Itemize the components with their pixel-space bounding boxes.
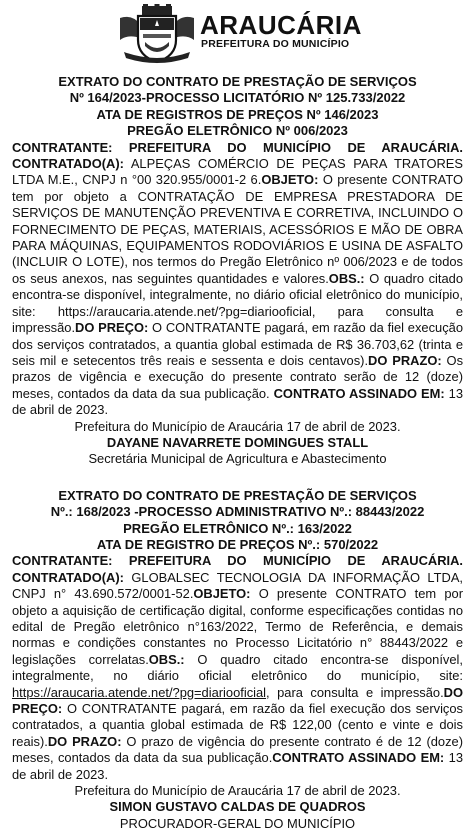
obs-tail: , para consulta e impressão. xyxy=(266,684,444,700)
signer-name: SIMON GUSTAVO CALDAS DE QUADROS xyxy=(109,799,366,815)
extract-heading: PREGÃO ELETRÔNICO Nº.: 163/2022 xyxy=(123,520,352,536)
prazo-label: DO PRAZO: xyxy=(368,352,442,368)
contratante-label: CONTRATANTE: PREFEITURA DO MUNICÍPIO DE ARAUCÁRIA. xyxy=(12,553,463,569)
assinado-label: CONTRATO ASSINADO EM: xyxy=(272,750,445,766)
extract-heading: Nº 164/2023-PROCESSO LICITATÓRIO Nº 125.733/2022 xyxy=(69,90,406,106)
diario-oficial-link[interactable]: https://araucaria.atende.net/?pg=diariooficial xyxy=(12,684,267,700)
contract-extract-1 xyxy=(0,74,476,468)
signer-role: Secretária Municipal de Agricultura e Abastecimento xyxy=(88,451,387,467)
contratante-label: CONTRATANTE: PREFEITURA DO MUNICÍPIO DE ARAUCÁRIA. xyxy=(12,139,463,155)
prazo-text: O prazo de vigência do presente contrato é de 12 (doze) meses, contados da data da sua publicação. xyxy=(12,733,463,766)
contratado-label: CONTRATADO(A): xyxy=(12,156,124,172)
extract-heading: EXTRATO DO CONTRATO DE PRESTAÇÃO DE SERVIÇOS xyxy=(58,74,417,89)
objeto-text: O presente CONTRATO tem por objeto a CONTRATAÇÃO DE EMPRESA PRESTADORA DE SERVIÇOS DE MANUTENÇÃO PREVENTIVA E CORRETIVA, INCLUINDO O FORNECIMENTO DE PEÇAS, MATERIAIS, ACESSÓRIOS E MÃO DE OBRA PARA MÁQUINAS, EQUIPAMENTOS RODOVIÁRIOS E USINA DE ASFALTO (INCLUIR O LOTE), nos termos do Pregão Eletrônico nº 006/2023 e de todos os seus anexos, nas seguintes quantidades e valores. xyxy=(12,172,463,286)
assinado-label: CONTRATO ASSINADO EM: xyxy=(273,385,445,401)
signer-role: PROCURADOR-GERAL DO MUNICÍPIO xyxy=(119,815,356,831)
extract-heading: EXTRATO DO CONTRATO DE PRESTAÇÃO DE SERVIÇOS xyxy=(58,487,417,503)
preco-text: O CONTRATANTE pagará, em razão da fiel execução dos serviços contratados, a quantia global estimada de R$ 36.703,62 (trinta e seis mil e setecentos três reais e sessenta e dois centavos). xyxy=(12,320,463,368)
preco-text: O CONTRATANTE pagará, em razão da fiel execução dos serviços contratados, a quantia global estimada de R$ 122,00 (cento e vinte e dois reais). xyxy=(12,701,463,749)
brand-subtitle: PREFEITURA DO MUNICÍPIO xyxy=(201,38,350,50)
preco-label: DO PREÇO: xyxy=(75,320,149,336)
obs-text: O quadro citado encontra-se disponível, integralmente, no diário oficial eletrônico do município, site: https://araucaria.atende.net/?pg=diariooficial, para consulta e impressão. xyxy=(12,270,464,336)
obs-text: O quadro citado encontra-se disponível, integralmente, no diário oficial eletrônico do município, site: xyxy=(12,651,463,684)
preco-label: DO PREÇO: xyxy=(12,684,463,717)
extract-body xyxy=(12,140,463,419)
contratado-text: GLOBALSEC TECNOLOGIA DA INFORMAÇÃO LTDA, CNPJ n° 43.690.572/0001-52. xyxy=(12,569,463,602)
contract-extract-2 xyxy=(0,488,476,833)
objeto-label: OBJETO: xyxy=(193,586,251,602)
municipal-coat-of-arms-icon xyxy=(118,4,196,66)
obs-label: OBS.: xyxy=(328,270,365,286)
contratado-label: CONTRATADO(A): xyxy=(12,569,124,585)
prazo-text: Os prazos de vigência e execução do presente contrato serão de 12 (doze) meses, contados da data da sua publicação. xyxy=(12,352,464,401)
signer-name: DAYANE NAVARRETE DOMINGUES STALL xyxy=(106,434,369,450)
separator xyxy=(0,468,476,488)
place-date: Prefeitura do Município de Araucária 17 de abril de 2023. xyxy=(74,783,401,799)
prazo-label: DO PRAZO: xyxy=(47,733,122,749)
brand-title: ARAUCÁRIA xyxy=(200,10,362,40)
masthead xyxy=(0,0,476,74)
objeto-label: OBJETO: xyxy=(261,172,319,188)
extract-heading: PREGÃO ELETRÔNICO Nº 006/2023 xyxy=(127,123,348,139)
contratado-text: ALPEÇAS COMÉRCIO DE PEÇAS PARA TRATORES LTDA M.E., CNPJ n °00 320.955/0001-2 6. xyxy=(12,156,463,188)
extract-heading: ATA DE REGISTRO DE PREÇOS Nº.: 570/2022 xyxy=(96,536,379,552)
extract-body xyxy=(12,553,463,783)
assinado-text: 13 de abril de 2023. xyxy=(12,750,464,782)
extract-heading: ATA DE REGISTROS DE PREÇOS Nº 146/2023 xyxy=(96,106,379,122)
extract-heading: Nº.: 168/2023 -PROCESSO ADMINISTRATIVO Nº.: 88443/2022 xyxy=(50,504,425,520)
place-date: Prefeitura do Município de Araucária 17 de abril de 2023. xyxy=(74,418,401,434)
brand-block xyxy=(200,12,362,50)
obs-label: OBS.: xyxy=(148,651,185,667)
objeto-text: O presente CONTRATO tem por objeto a aquisição de certificação digital, conforme especificações contidas no edital de Pregão eletrônico n°163/2022, Termo de Referência, e demais normas e condições constantes no Processo Licitatório n° 88443/2022 e legislações correlatas. xyxy=(12,586,463,667)
assinado-text: 13 de abril de 2023. xyxy=(12,385,464,418)
